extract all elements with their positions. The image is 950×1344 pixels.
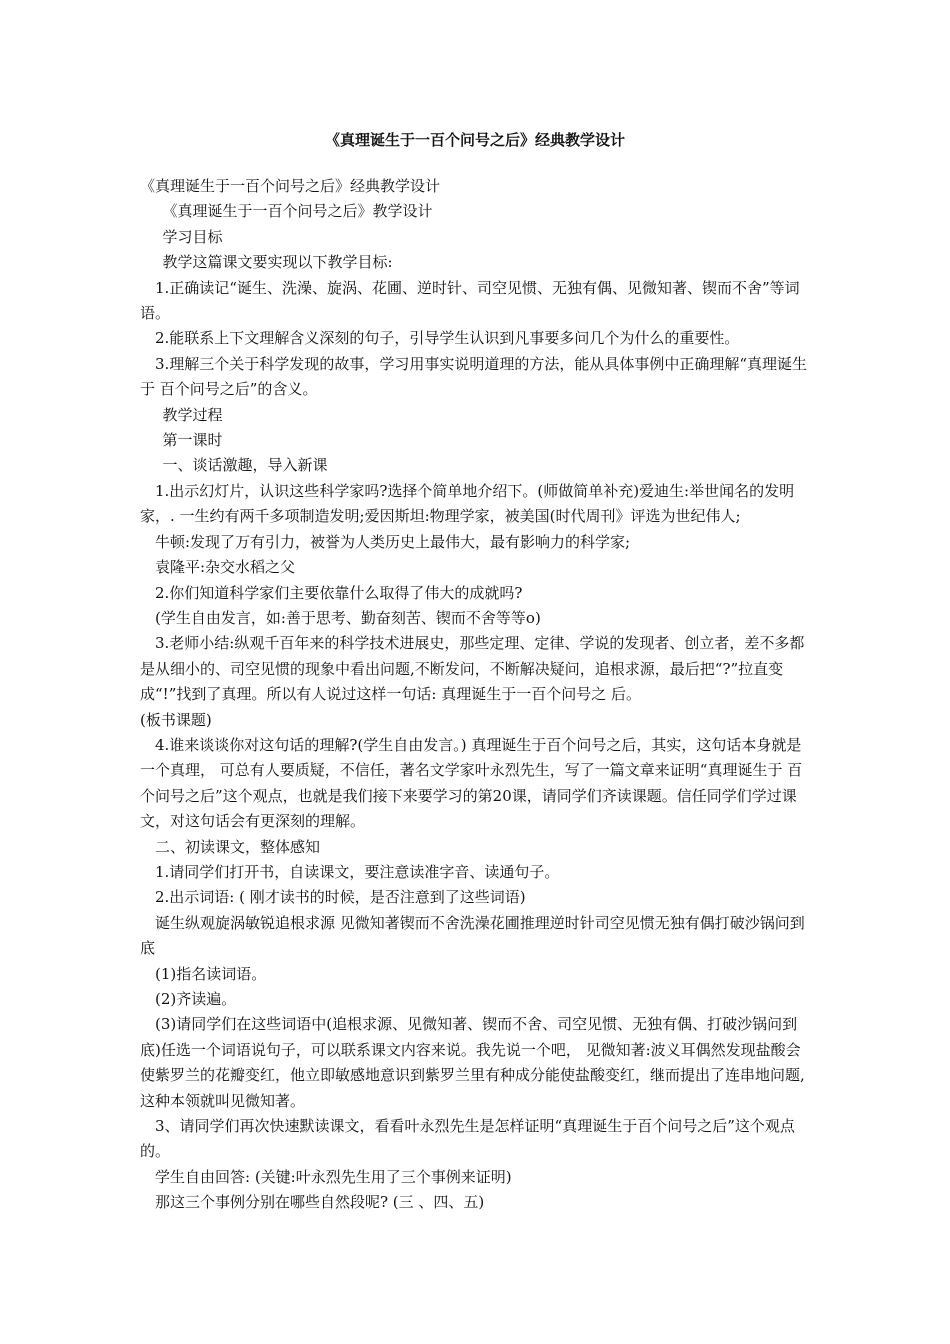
paragraph: 2.出示词语: ( 刚才读书的时候，是否注意到了这些词语) (155, 888, 526, 907)
paragraph: 2.能联系上下文理解含义深刻的句子，引导学生认识到凡事要多问几个为什么的重要性。 (155, 329, 740, 348)
paragraph: (2)齐读遍。 (155, 990, 237, 1008)
paragraph: 学生自由回答: (关键:叶永烈先生用了三个事例来证明) (155, 1167, 512, 1186)
paragraph: 2.你们知道科学家们主要依靠什么取得了伟大的成就吗? (155, 583, 523, 602)
paragraph: (1)指名读词语。 (155, 964, 267, 983)
paragraph: 1.请同学们打开书，自读课文，要注意读准字音、读通句子。 (155, 862, 560, 881)
section-heading: 二、初读课文，整体感知 (155, 837, 321, 856)
paragraph: 1.出示幻灯片，认识这些科学家吗?选择个简单地介绍下。(师做简单补充)爱迪生:举世闻名的发明家，. 一生约有两千多项制造发明;爱因斯坦:物理学家，被美国(时代周刊》评选为世纪伟人; (140, 481, 795, 526)
doc-heading: 《真理诞生于一百个问号之后》经典教学设计 (140, 177, 441, 195)
paragraph: 那这三个事例分别在哪些自然段呢? (三 、四、五) (155, 1193, 485, 1212)
paragraph: 诞生纵观旋涡敏锐追根求源 见微知著锲而不舍洗澡花圃推理逆时针司空见惯无独有偶打破沙锅问到底 (140, 913, 805, 958)
section-heading: 一、谈话激趣，导入新课 (162, 456, 328, 475)
paragraph: (板书课题) (140, 710, 212, 729)
section-heading: 第一课时 (162, 431, 223, 450)
document-body (140, 174, 812, 1216)
section-heading: 教学过程 (162, 405, 223, 424)
doc-subheading: 《真理诞生于一百个问号之后》教学设计 (162, 202, 433, 221)
paragraph: 3.理解三个关于科学发现的故事，学习用事实说明道理的方法，能从具体事例中正确理解“真理诞生于 百个问号之后”的含义。 (140, 354, 807, 399)
paragraph: 3.老师小结:纵观千百年来的科学技术进展史，那些定理、定律、学说的发现者、创立者，差不多都是从细小的、司空见惯的现象中看出问题,不断发问，不断解决疑问，追根求源，最后把“?”拉直变成“!”找到了真理。所以有人说过这样一句话: 真理诞生于一百个问号之 后。 (140, 634, 805, 704)
paragraph: 牛顿:发现了万有引力，被誉为人类历史上最伟大，最有影响力的科学家; (155, 532, 631, 551)
paragraph: 3、请同学们再次快速默读课文，看看叶永烈先生是怎样证明“真理诞生于百个问号之后”这个观点的。 (140, 1117, 795, 1161)
paragraph: 教学这篇课文要实现以下教学目标: (162, 253, 393, 272)
section-heading: 学习目标 (162, 227, 223, 246)
page-title: 《真理诞生于一百个问号之后》经典教学设计 (324, 131, 625, 149)
paragraph: 1.正确读记“诞生、洗澡、旋涡、花圃、逆时针、司空见惯、无独有偶、见微知著、锲而不舍”等词语。 (140, 278, 800, 323)
paragraph: 4.谁来谈谈你对这句话的理解?(学生自由发言。) 真理诞生于百个问号之后，其实，这句话本身就是一个真理， 可总有人要质疑，不信任，著名文学家叶永烈先生，写了一篇文章来证明“真理诞生于 百个问号之后”这个观点，也就是我们接下来要学习的第20课，请同学们齐读课题。信任同学们学过课文，对这句话会有更深刻的理解。 (140, 735, 803, 831)
paragraph: (学生自由发言，如:善于思考、勤奋刻苦、锲而不舍等等o) (155, 608, 541, 627)
paragraph: (3)请同学们在这些词语中(追根求源、见微知著、锲而不舍、司空见惯、无独有偶、打破沙锅问到底)任选一个词语说句子，可以联系课文内容来说。我先说一个吧， 见微知著:波义耳偶然发现盐酸会使紫罗兰的花瓣变红，他立即敏感地意识到紫罗兰里有种成分能使盐酸变红，继而提出了连串地问题,这种本领就叫见微知著。 (140, 1015, 805, 1110)
paragraph: 袁隆平:杂交水稻之父 (155, 558, 296, 577)
